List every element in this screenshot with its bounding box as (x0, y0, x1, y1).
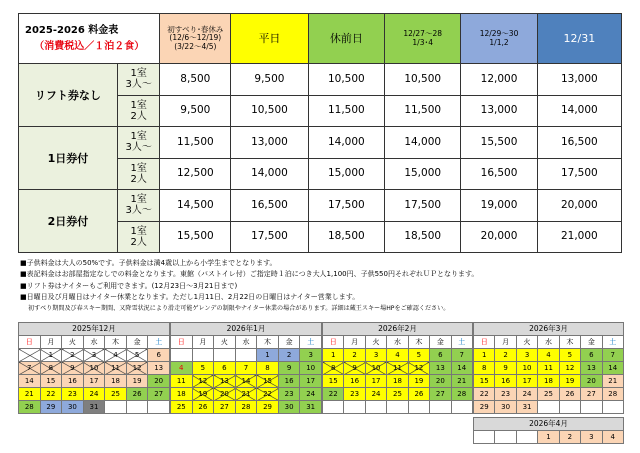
calendar-day (495, 431, 516, 444)
calendar-month-title: 2025年12月 (19, 323, 170, 336)
calendar-day: 30 (278, 401, 300, 414)
calendar-day: 2 (278, 349, 300, 362)
price-cell: 10,500 (308, 64, 384, 96)
calendar-day: 7 (451, 349, 472, 362)
price-cell: 21,000 (537, 221, 621, 253)
note-line: ■子供料金は大人の50%です。子供料金は満4歳以上から小学生までとなります。 (20, 259, 277, 267)
calendar-day: 18 (387, 375, 408, 388)
calendar-day: 24 (83, 388, 105, 401)
weekday-label: 金 (126, 336, 148, 349)
calendar-day: 8 (257, 362, 279, 375)
calendar-day: 25 (387, 388, 408, 401)
calendar-day: 28 (451, 388, 472, 401)
calendar-day: 19 (192, 388, 214, 401)
price-cell: 15,000 (308, 158, 384, 190)
calendar-day: 15 (257, 375, 279, 388)
room-type-line: 1室 (130, 194, 147, 206)
calendar-day: 6 (214, 362, 236, 375)
calendar-day (126, 401, 148, 414)
calendar-day: 2 (559, 431, 580, 444)
group-name: 1日券付 (19, 127, 118, 190)
calendar-day (148, 401, 170, 414)
group-name: 2日券付 (19, 190, 118, 253)
calendar-day: 28 (19, 401, 41, 414)
calendar-day: 17 (300, 375, 322, 388)
calendar-day (192, 349, 214, 362)
calendar-day (451, 401, 472, 414)
room-type-line: 3人～ (125, 142, 152, 154)
calendar-day: 20 (430, 375, 451, 388)
price-cell: 18,500 (308, 221, 384, 253)
calendar-day: 26 (559, 388, 580, 401)
calendar-day: 29 (474, 401, 495, 414)
calendar-day: 6 (430, 349, 451, 362)
calendar-month (322, 322, 473, 414)
price-cell: 11,500 (385, 95, 461, 127)
calendar-day: 8 (323, 362, 344, 375)
price-table-title: 2025-2026 料金表 (25, 25, 119, 36)
room-type-line: 2人 (130, 173, 147, 185)
calendar-day: 4 (602, 431, 623, 444)
weekday-label: 土 (148, 336, 170, 349)
calendar-day: 23 (62, 388, 84, 401)
calendar-day: 7 (235, 362, 257, 375)
calendar-day: 31 (300, 401, 322, 414)
price-cell: 20,000 (537, 190, 621, 222)
calendar-day: 16 (495, 375, 516, 388)
calendar-day: 13 (581, 362, 602, 375)
calendar-day: 2 (344, 349, 365, 362)
calendar-day: 25 (105, 388, 127, 401)
price-cell: 14,000 (231, 158, 308, 190)
calendar-day: 9 (344, 362, 365, 375)
calendar-day (171, 349, 193, 362)
column-header-line: 12/27～28 (403, 29, 443, 38)
weekday-label: 金 (278, 336, 300, 349)
calendar-day: 29 (40, 401, 62, 414)
calendar-day (602, 401, 623, 414)
calendar-day: 1 (40, 349, 62, 362)
calendar-day: 7 (19, 362, 41, 375)
price-cell: 19,000 (461, 190, 537, 222)
calendar-day: 10 (83, 362, 105, 375)
calendar-day: 30 (62, 401, 84, 414)
calendar-day: 14 (19, 375, 41, 388)
weekday-label: 火 (516, 336, 537, 349)
price-cell: 9,500 (231, 64, 308, 96)
room-type-line: 2人 (130, 236, 147, 248)
price-cell: 15,000 (385, 158, 461, 190)
weekday-label: 水 (83, 336, 105, 349)
calendar-month (18, 322, 170, 414)
calendar-day: 16 (62, 375, 84, 388)
calendar-day (474, 431, 495, 444)
weekday-label: 木 (257, 336, 279, 349)
calendar-month (473, 322, 624, 414)
calendar-day: 4 (105, 349, 127, 362)
price-cell: 9,500 (160, 95, 231, 127)
calendar-day (408, 401, 429, 414)
note-line: ■リフト券はナイターもご利用できます。(12月23日～3月21日まで) (20, 281, 238, 290)
price-cell: 14,000 (385, 127, 461, 159)
calendar-day: 30 (495, 401, 516, 414)
calendar-day (323, 401, 344, 414)
calendar-day: 1 (257, 349, 279, 362)
calendar-day: 23 (495, 388, 516, 401)
weekday-label: 月 (40, 336, 62, 349)
weekday-label: 月 (192, 336, 214, 349)
calendar-day (19, 349, 41, 362)
room-type-line: 1室 (130, 162, 147, 174)
weekday-label: 日 (323, 336, 344, 349)
calendar-day: 10 (516, 362, 537, 375)
notes (20, 258, 625, 314)
calendar-day: 20 (581, 375, 602, 388)
weekday-label: 月 (495, 336, 516, 349)
price-cell: 17,500 (231, 221, 308, 253)
note-line: ■日曜日及び月曜日はナイター休業となります。ただし1月11日、2月22日の日曜日はナイター営業します。 (20, 292, 360, 301)
price-cell: 16,500 (537, 127, 621, 159)
weekday-label: 土 (300, 336, 322, 349)
room-type (117, 127, 160, 159)
calendar-day: 2 (495, 349, 516, 362)
calendar-day: 12 (408, 362, 429, 375)
calendar-day: 13 (430, 362, 451, 375)
calendar-day: 18 (171, 388, 193, 401)
calendar-day: 29 (257, 401, 279, 414)
column-header-line: (12/6～12/19) (169, 33, 222, 43)
price-cell: 17,500 (537, 158, 621, 190)
calendar-day: 22 (40, 388, 62, 401)
calendar-day: 20 (148, 375, 170, 388)
room-type-line: 3人～ (125, 79, 152, 91)
calendar-day: 26 (192, 401, 214, 414)
calendar-day: 27 (581, 388, 602, 401)
weekday-label: 日 (171, 336, 193, 349)
calendar-day: 27 (430, 388, 451, 401)
calendar-day: 4 (387, 349, 408, 362)
calendar-day: 10 (300, 362, 322, 375)
calendar-day: 15 (474, 375, 495, 388)
price-table (18, 13, 622, 253)
weekday-label: 土 (602, 336, 623, 349)
calendar-day: 26 (408, 388, 429, 401)
calendar-day: 25 (538, 388, 559, 401)
calendar-day: 21 (19, 388, 41, 401)
calendar-day: 3 (300, 349, 322, 362)
calendar-day: 9 (62, 362, 84, 375)
price-cell: 13,000 (537, 64, 621, 96)
room-type (117, 221, 160, 253)
group-name: リフト券なし (19, 64, 118, 127)
room-type-line: 1室 (130, 99, 147, 111)
price-cell: 20,000 (461, 221, 537, 253)
calendar-month-title: 2026年3月 (474, 323, 624, 336)
calendar-day: 25 (171, 401, 193, 414)
room-type-line: 2人 (130, 110, 147, 122)
price-cell: 15,500 (461, 127, 537, 159)
calendar-day: 16 (278, 375, 300, 388)
calendar-day: 4 (538, 349, 559, 362)
calendar-day: 12 (126, 362, 148, 375)
calendar-day (559, 401, 580, 414)
price-cell: 17,500 (385, 190, 461, 222)
calendar-day: 6 (581, 349, 602, 362)
price-cell: 17,500 (308, 190, 384, 222)
calendar-day: 10 (365, 362, 386, 375)
calendar-day: 26 (126, 388, 148, 401)
column-header (385, 14, 461, 64)
price-table-title-cell (19, 14, 160, 64)
price-table-subtitle: （消費税込／１泊２食） (34, 41, 145, 52)
calendar-day (387, 401, 408, 414)
calendar-day: 4 (171, 362, 193, 375)
calendar-day: 31 (516, 401, 537, 414)
calendar-day: 28 (602, 388, 623, 401)
calendar-day: 24 (300, 388, 322, 401)
column-header-line: 休前日 (329, 32, 363, 45)
calendar-day: 21 (451, 375, 472, 388)
price-cell: 14,000 (537, 95, 621, 127)
price-cell: 13,000 (461, 95, 537, 127)
calendar-day: 24 (516, 388, 537, 401)
calendar-day: 8 (474, 362, 495, 375)
weekday-label: 月 (344, 336, 365, 349)
calendar-day: 14 (451, 362, 472, 375)
calendar-day: 1 (538, 431, 559, 444)
price-cell: 18,500 (385, 221, 461, 253)
column-header-line: 12/31 (563, 32, 596, 45)
calendar-day: 24 (365, 388, 386, 401)
calendar-day: 27 (214, 401, 236, 414)
calendar-day (235, 349, 257, 362)
calendar-day: 5 (408, 349, 429, 362)
calendar-day: 20 (214, 388, 236, 401)
calendar-day: 11 (171, 375, 193, 388)
weekday-label: 火 (214, 336, 236, 349)
price-cell: 13,000 (231, 127, 308, 159)
price-cell: 11,500 (308, 95, 384, 127)
calendar-day: 19 (126, 375, 148, 388)
calendar-day (365, 401, 386, 414)
calendar-month-title: 2026年4月 (474, 418, 624, 431)
calendar-day: 6 (148, 349, 170, 362)
column-header-line: (3/22～4/5) (174, 41, 217, 51)
weekday-label: 木 (408, 336, 429, 349)
calendar-day: 23 (278, 388, 300, 401)
calendar-day: 21 (235, 388, 257, 401)
calendar-day (214, 349, 236, 362)
calendar-day: 18 (105, 375, 127, 388)
price-cell: 8,500 (160, 64, 231, 96)
column-header-line: 1/3･4 (412, 37, 433, 47)
room-type-line: 1室 (130, 225, 147, 237)
room-type-line: 1室 (130, 68, 147, 80)
calendar-day: 9 (495, 362, 516, 375)
column-header (160, 14, 231, 64)
calendar-day (430, 401, 451, 414)
room-type (117, 64, 160, 96)
calendar-day: 27 (148, 388, 170, 401)
weekday-label: 日 (19, 336, 41, 349)
weekday-label: 土 (451, 336, 472, 349)
calendar-day: 2 (62, 349, 84, 362)
note-line: ■表記料金はお部屋指定なしでの料金となります。東館（バストイレ付）ご指定時１泊につき大人1,100円、子供550円それぞれＵＰとなります。 (20, 270, 479, 279)
calendar-day (105, 401, 127, 414)
calendar-day: 15 (40, 375, 62, 388)
calendar-day: 5 (192, 362, 214, 375)
calendar-day (581, 401, 602, 414)
price-cell: 14,000 (308, 127, 384, 159)
calendar-day: 1 (323, 349, 344, 362)
calendar-day: 1 (474, 349, 495, 362)
calendar-day: 18 (538, 375, 559, 388)
room-type (117, 190, 160, 222)
calendar-month (473, 417, 624, 444)
calendar-day: 22 (323, 388, 344, 401)
weekday-label: 日 (474, 336, 495, 349)
price-cell: 15,500 (160, 221, 231, 253)
calendar-day: 13 (214, 375, 236, 388)
price-cell: 12,500 (160, 158, 231, 190)
price-cell: 10,500 (385, 64, 461, 96)
column-header (537, 14, 621, 64)
calendar-day: 28 (235, 401, 257, 414)
weekday-label: 木 (559, 336, 580, 349)
note-small: 初すべり期間及び春スキー期間、又降雪状況により滑走可能ゲレンデの制限やナイター休業の場合があります。詳細は蔵王スキー場HPをご確認ください。 (28, 305, 450, 313)
calendar-month-title: 2026年1月 (171, 323, 322, 336)
column-header-line: 初すべり･春休み (167, 24, 224, 34)
calendar-day: 17 (83, 375, 105, 388)
calendar-day: 12 (192, 375, 214, 388)
calendar-day: 31 (83, 401, 105, 414)
column-header-line: 12/29～30 (479, 29, 519, 38)
calendar-month (170, 322, 322, 414)
calendar-day: 22 (474, 388, 495, 401)
calendar-day (516, 431, 537, 444)
calendar-day: 3 (365, 349, 386, 362)
calendar-day: 19 (408, 375, 429, 388)
calendar-day: 3 (83, 349, 105, 362)
room-type-line: 1室 (130, 131, 147, 143)
calendar-day: 23 (344, 388, 365, 401)
calendar-day: 15 (323, 375, 344, 388)
calendar-day: 17 (365, 375, 386, 388)
calendar-day: 11 (105, 362, 127, 375)
weekday-label: 水 (387, 336, 408, 349)
weekday-label: 水 (235, 336, 257, 349)
weekday-label: 火 (62, 336, 84, 349)
calendar-day (344, 401, 365, 414)
calendar-month-title: 2026年2月 (323, 323, 473, 336)
calendar-day: 9 (278, 362, 300, 375)
calendar-day: 7 (602, 349, 623, 362)
column-header-line: 1/1,2 (489, 37, 509, 47)
calendar-day: 11 (387, 362, 408, 375)
weekday-label: 水 (538, 336, 559, 349)
price-cell: 14,500 (160, 190, 231, 222)
calendar-day: 11 (538, 362, 559, 375)
calendar-day (538, 401, 559, 414)
calendar-day: 17 (516, 375, 537, 388)
price-cell: 16,500 (231, 190, 308, 222)
calendar-day: 3 (516, 349, 537, 362)
price-cell: 16,500 (461, 158, 537, 190)
price-cell: 11,500 (160, 127, 231, 159)
price-cell: 10,500 (231, 95, 308, 127)
price-cell: 12,000 (461, 64, 537, 96)
room-type (117, 95, 160, 127)
calendar-day: 21 (602, 375, 623, 388)
calendar-day: 14 (235, 375, 257, 388)
weekday-label: 金 (430, 336, 451, 349)
weekday-label: 木 (105, 336, 127, 349)
calendar-day: 16 (344, 375, 365, 388)
calendar-day: 5 (126, 349, 148, 362)
column-header (308, 14, 384, 64)
calendar-day: 19 (559, 375, 580, 388)
weekday-label: 火 (365, 336, 386, 349)
calendar-day: 14 (602, 362, 623, 375)
room-type-line: 3人～ (125, 205, 152, 217)
column-header-line: 平日 (258, 32, 281, 45)
calendar-day: 5 (559, 349, 580, 362)
column-header (231, 14, 308, 64)
calendar-day: 3 (581, 431, 602, 444)
calendar-day: 13 (148, 362, 170, 375)
column-header (461, 14, 537, 64)
calendar-day: 22 (257, 388, 279, 401)
room-type (117, 158, 160, 190)
weekday-label: 金 (581, 336, 602, 349)
calendar-day: 12 (559, 362, 580, 375)
calendar-day: 8 (40, 362, 62, 375)
